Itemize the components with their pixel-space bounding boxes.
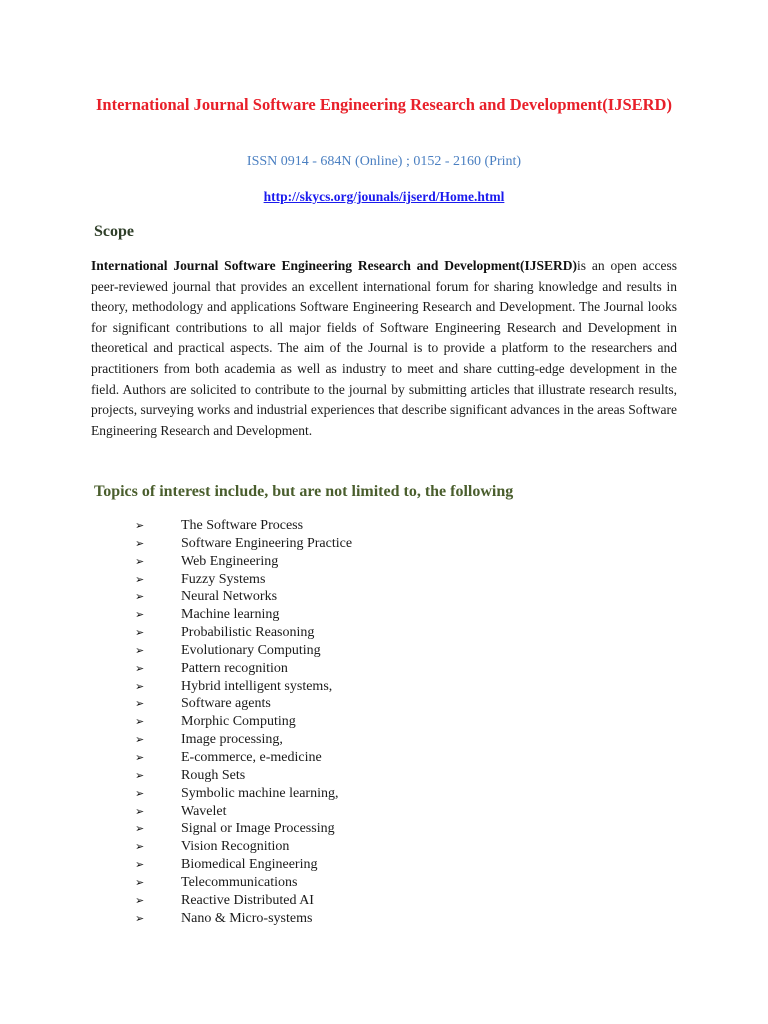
topic-label: Reactive Distributed AI <box>181 892 314 908</box>
topic-list-item <box>0 803 768 821</box>
arrowhead-bullet-icon: ➢ <box>135 911 145 925</box>
arrowhead-bullet-icon: ➢ <box>135 661 145 675</box>
topic-label: Machine learning <box>181 607 280 623</box>
topic-label: Nano & Micro-systems <box>181 910 313 926</box>
topic-label: The Software Process <box>181 518 304 533</box>
topic-label: Neural Networks <box>181 589 278 605</box>
topic-label: Web Engineering <box>181 553 279 569</box>
topic-label: Morphic Computing <box>181 714 296 730</box>
topic-label: Biomedical Engineering <box>181 857 318 873</box>
topic-list-item <box>0 749 768 767</box>
topic-list-item <box>0 785 768 803</box>
arrowhead-bullet-icon: ➢ <box>135 626 145 640</box>
topic-list-item <box>0 606 768 624</box>
topic-list-item <box>0 571 768 589</box>
topic-label: Pattern recognition <box>181 660 288 676</box>
topic-list-item <box>0 624 768 642</box>
topic-label: Rough Sets <box>181 767 246 783</box>
journal-title: International Journal Software Engineering Research and Development(IJSERD) <box>96 95 672 114</box>
topic-list-item <box>0 820 768 838</box>
arrowhead-bullet-icon: ➢ <box>135 804 145 818</box>
arrowhead-bullet-icon: ➢ <box>135 840 145 854</box>
arrowhead-bullet-icon: ➢ <box>135 679 145 693</box>
arrowhead-bullet-icon: ➢ <box>135 554 145 568</box>
topic-list-item <box>0 660 768 678</box>
topic-list-item <box>0 553 768 571</box>
topic-list-item <box>0 767 768 785</box>
arrowhead-bullet-icon: ➢ <box>135 608 145 622</box>
arrowhead-bullet-icon: ➢ <box>135 786 145 800</box>
topic-list-item <box>0 695 768 713</box>
topic-label: Telecommunications <box>181 874 298 890</box>
topic-label: Symbolic machine learning, <box>181 785 339 801</box>
arrowhead-bullet-icon: ➢ <box>135 536 145 550</box>
arrowhead-bullet-icon: ➢ <box>135 715 145 729</box>
arrowhead-bullet-icon: ➢ <box>135 519 145 532</box>
issn-line: ISSN 0914 - 684N (Online) ; 0152 - 2160 (Print) <box>246 154 522 169</box>
arrowhead-bullet-icon: ➢ <box>135 822 145 836</box>
arrowhead-bullet-icon: ➢ <box>135 643 145 657</box>
arrowhead-bullet-icon: ➢ <box>135 893 145 907</box>
arrowhead-bullet-icon: ➢ <box>135 590 145 604</box>
topic-list-item <box>0 517 768 535</box>
arrowhead-bullet-icon: ➢ <box>135 733 145 747</box>
topic-label: Signal or Image Processing <box>181 821 335 837</box>
topic-label: Wavelet <box>181 803 227 819</box>
topic-list-item <box>0 588 768 606</box>
scope-paragraph <box>91 256 677 441</box>
arrowhead-bullet-icon: ➢ <box>135 572 145 586</box>
topic-list-item <box>0 535 768 553</box>
arrowhead-bullet-icon: ➢ <box>135 768 145 782</box>
topic-list-item <box>0 892 768 910</box>
topics-heading: Topics of interest include, but are not limited to, the following <box>94 483 514 500</box>
topic-label: Hybrid intelligent systems, <box>181 678 333 694</box>
topic-list-item <box>0 856 768 874</box>
topic-label: Vision Recognition <box>181 839 290 855</box>
topic-label: E-commerce, e-medicine <box>181 749 322 765</box>
topic-label: Probabilistic Reasoning <box>181 625 315 641</box>
arrowhead-bullet-icon: ➢ <box>135 858 145 872</box>
topic-list-item <box>0 731 768 749</box>
arrowhead-bullet-icon: ➢ <box>135 750 145 764</box>
topic-label: Image processing, <box>181 732 283 748</box>
topic-label: Fuzzy Systems <box>181 571 266 587</box>
scope-journal-name: International Journal Software Engineering Research and Development(IJSERD) <box>91 258 578 273</box>
topic-list-item <box>0 874 768 892</box>
topic-list-item <box>0 642 768 660</box>
topic-list-item <box>0 838 768 856</box>
topic-list-item <box>0 713 768 731</box>
journal-url-line <box>90 187 678 207</box>
scope-heading: Scope <box>94 223 134 240</box>
topics-list <box>0 517 768 927</box>
scope-body-text: is an open access peer-reviewed journal that provides an excellent international forum for sharing knowledge and results in theory, methodology and applications Software Engineering Research and Development. The Journal looks for significant contributions to all major fields of Software Engineering Research and Development in theoretical and practical aspects. The aim of the Journal is to provide a platform to the researchers and practitioners from both academia as well as industry to meet and share cutting-edge development in the field. Authors are solicited to contribute to the journal by submitting articles that illustrate research results, projects, surveying works and industrial experiences that describe significant advances in the areas Software Engineering Research and Development. <box>91 258 678 438</box>
topic-list-item <box>0 910 768 928</box>
topic-label: Software agents <box>181 696 271 712</box>
arrowhead-bullet-icon: ➢ <box>135 875 145 889</box>
topic-list-item <box>0 678 768 696</box>
topic-label: Software Engineering Practice <box>181 535 353 551</box>
arrowhead-bullet-icon: ➢ <box>135 697 145 711</box>
journal-homepage-link[interactable]: http://skycs.org/jounals/ijserd/Home.html <box>263 189 505 204</box>
topic-label: Evolutionary Computing <box>181 642 321 658</box>
